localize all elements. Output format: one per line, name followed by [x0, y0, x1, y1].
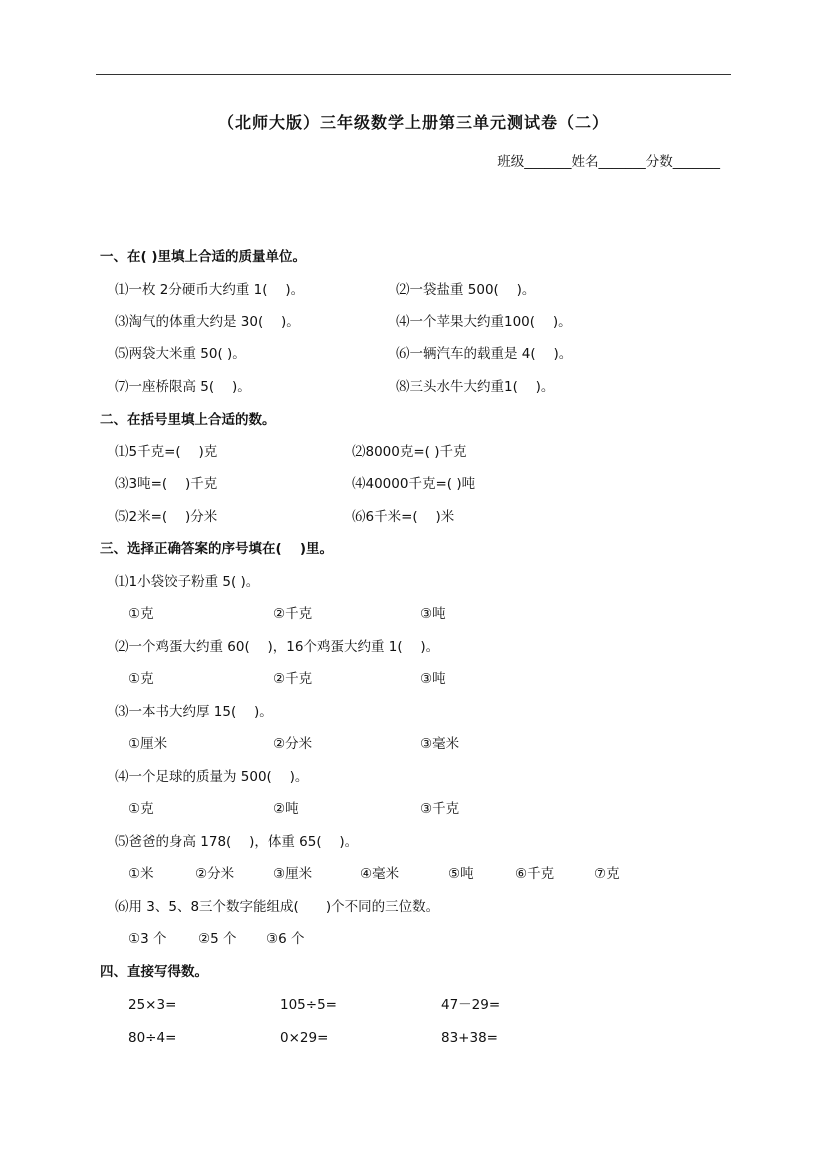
section1-heading: 一、在( )里填上合适的质量单位。	[100, 249, 307, 265]
s4-item-5: 0×29=	[280, 1030, 329, 1046]
s3-q6-option-3: ③6 个	[266, 931, 305, 947]
s3-q6-option-2: ②5 个	[198, 931, 237, 947]
s3-q2: ⑵一个鸡蛋大约重 60( )，16个鸡蛋大约重 1( )。	[115, 639, 440, 655]
s2-item-6: ⑹6千米=( )米	[352, 509, 455, 525]
s1-item-3: ⑶淘气的体重大约是 30( )。	[115, 314, 300, 330]
s3-q5: ⑸爸爸的身高 178( )，体重 65( )。	[115, 834, 359, 850]
s3-q3: ⑶一本书大约厚 15( )。	[115, 704, 273, 720]
s3-q2-option-3: ③吨	[420, 671, 446, 687]
s3-q6: ⑹用 3、5、8三个数字能组成( )个不同的三位数。	[115, 899, 440, 915]
s2-item-5: ⑸2米=( )分米	[115, 509, 218, 525]
s3-q5-option-5: ⑤吨	[448, 866, 474, 882]
s2-item-2: ⑵8000克=( )千克	[352, 444, 467, 460]
s3-q6-option-1: ①3 个	[128, 931, 167, 947]
s3-q4: ⑷一个足球的质量为 500( )。	[115, 769, 309, 785]
page-title: （北师大版）三年级数学上册第三单元测试卷（二）	[217, 113, 609, 132]
s3-q1: ⑴1小袋饺子粉重 5( )。	[115, 574, 260, 590]
s1-item-1: ⑴一枚 2分硬币大约重 1( )。	[115, 282, 305, 298]
s1-item-2: ⑵一袋盐重 500( )。	[396, 282, 536, 298]
s3-q4-option-1: ①克	[128, 801, 154, 817]
s3-q1-option-2: ②千克	[273, 606, 313, 622]
s3-q1-option-1: ①克	[128, 606, 154, 622]
student-info: 班级_______姓名_______分数_______	[497, 154, 720, 170]
s3-q5-option-4: ④毫米	[360, 866, 400, 882]
s3-q4-option-3: ③千克	[420, 801, 460, 817]
s3-q5-option-2: ②分米	[195, 866, 235, 882]
s3-q1-option-3: ③吨	[420, 606, 446, 622]
s3-q5-option-6: ⑥千克	[515, 866, 555, 882]
section2-heading: 二、在括号里填上合适的数。	[100, 412, 276, 428]
section3-heading: 三、选择正确答案的序号填在( )里。	[100, 541, 334, 557]
s3-q5-option-3: ③厘米	[273, 866, 313, 882]
s3-q5-option-7: ⑦克	[594, 866, 620, 882]
s3-q3-option-3: ③毫米	[420, 736, 460, 752]
s3-q4-option-2: ②吨	[273, 801, 299, 817]
s1-item-5: ⑸两袋大米重 50( )。	[115, 346, 246, 362]
s3-q2-option-2: ②千克	[273, 671, 313, 687]
s4-item-1: 25×3=	[128, 997, 177, 1013]
s3-q2-option-1: ①克	[128, 671, 154, 687]
s3-q5-option-1: ①米	[128, 866, 154, 882]
s3-q3-option-2: ②分米	[273, 736, 313, 752]
s4-item-2: 105÷5=	[280, 997, 337, 1013]
s1-item-4: ⑷一个苹果大约重100( )。	[396, 314, 572, 330]
header-rule	[96, 74, 731, 75]
s1-item-7: ⑺一座桥限高 5( )。	[115, 379, 251, 395]
s1-item-6: ⑹一辆汽车的载重是 4( )。	[396, 346, 573, 362]
s2-item-3: ⑶3吨=( )千克	[115, 476, 218, 492]
section4-heading: 四、直接写得数。	[100, 964, 208, 980]
s1-item-8: ⑻三头水牛大约重1( )。	[396, 379, 555, 395]
s4-item-4: 80÷4=	[128, 1030, 177, 1046]
s3-q3-option-1: ①厘米	[128, 736, 168, 752]
s2-item-1: ⑴5千克=( )克	[115, 444, 218, 460]
s4-item-6: 83+38=	[441, 1030, 498, 1046]
s4-item-3: 47－29=	[441, 997, 501, 1013]
s2-item-4: ⑷40000千克=( )吨	[352, 476, 476, 492]
